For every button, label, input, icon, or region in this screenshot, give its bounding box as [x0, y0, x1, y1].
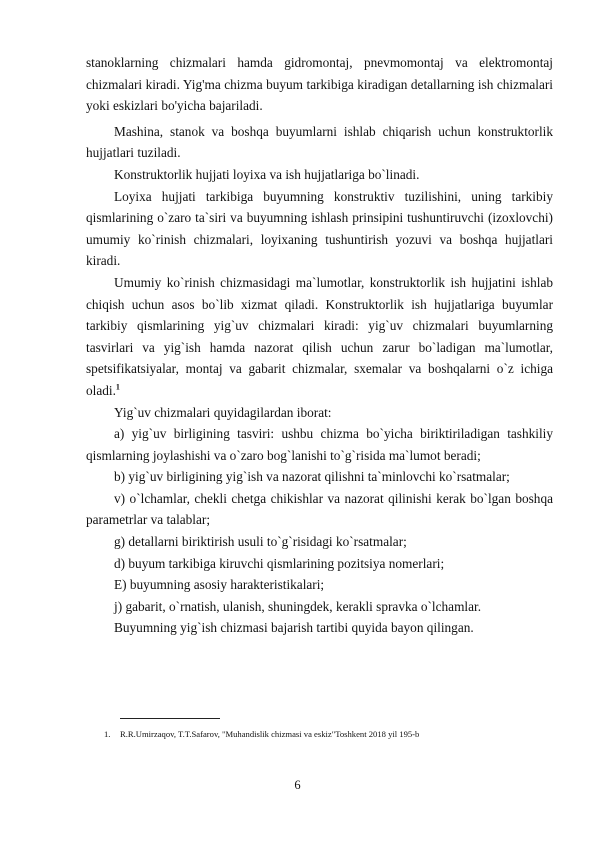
footnote	[104, 728, 564, 740]
footnote-text: R.R.Umirzaqov, T.T.Safarov, "Muhandislik chizmasi va eskiz"Toshkent 2018 yil 195-b	[120, 729, 420, 739]
list-item-j: j) gabarit, o`rnatish, ulanish, shuningdek, kerakli spravka o`lchamlar.	[114, 598, 482, 614]
list-item-g: g) detallarni biriktirish usuli to`g`risidagi ko`rsatmalar;	[114, 534, 407, 550]
paragraph-6: Yig`uv chizmalari quyidagilardan iborat:	[114, 404, 332, 420]
list-item-b: b) yig`uv birligining yig`ish va nazorat qilishni ta`minlovchi ko`rsatmalar;	[114, 469, 510, 485]
paragraph-5	[86, 272, 553, 402]
page-number: 6	[294, 778, 301, 792]
paragraph-4: Loyixa hujjati tarkibiga buyumning konstruktiv tuzilishini, uning tarkibiy qismlarining o`zaro ta`siri va buyumning ishlash prinsipini tushuntiruvchi (izoxlovchi) umumiy ko`rinish chizmalari, loyixaning tushuntirish yozuvi va boshqa hujjatlari kiradi.	[86, 188, 553, 269]
footnote-number: 1.	[104, 729, 111, 739]
paragraph-5-text: Umumiy ko`rinish chizmasidagi ma`lumotlar, konstruktorlik ish hujjatini ishlab chiqish uchun asos bo`lib xizmat qiladi. Konstruktorlik ish hujjatlariga buyumlar tarkibiy qismlarining yig`uv chizmalari kiradi: yig`uv chizmalari buyumlarning tasvirlari va yig`ish hamda nazorat qilish uchun zarur bo`ladigan ma`lumotlar, spetsifikatsiyalar, montaj va gabarit chizmalar, sxemalar va boshqalarni o`z ichiga oladi.	[86, 274, 553, 398]
body-text	[86, 52, 553, 639]
paragraph-final: Buyumning yig`ish chizmasi bajarish tartibi quyida bayon qilingan.	[114, 620, 474, 636]
footnote-reference: 1	[115, 382, 120, 392]
paragraph-2: Mashina, stanok va boshqa buyumlarni ishlab chiqarish uchun konstruktorlik hujjatlari tuziladi.	[86, 123, 553, 161]
list-item-d: d) buyum tarkibiga kiruvchi qismlarining pozitsiya nomerlari;	[114, 555, 445, 571]
list-item-e: E) buyumning asosiy harakteristikalari;	[114, 577, 325, 593]
list-item-a: a) yig`uv birligining tasviri: ushbu chizma bo`yicha biriktiriladigan tashkiliy qismlarning joylashishi va o`zaro bog`lanishi to`g`risida ma`lumot beradi;	[86, 426, 553, 463]
paragraph-3: Konstruktorlik hujjati loyixa va ish hujjatlariga bo`linadi.	[114, 166, 420, 182]
list-item-v: v) o`lchamlar, chekli chetga chikishlar va nazorat qilinishi kerak bo`lgan boshqa parametrlar va talablar;	[86, 490, 553, 528]
footnote-separator	[120, 718, 220, 719]
paragraph-continuation: stanoklarning chizmalari hamda gidromontaj, pnevmomontaj va elektromontaj chizmalari kiradi. Yig'ma chizma buyum tarkibiga kiradigan detallarning ish chizmalari yoki eskizlari bo'yicha bajariladi.	[86, 55, 553, 114]
